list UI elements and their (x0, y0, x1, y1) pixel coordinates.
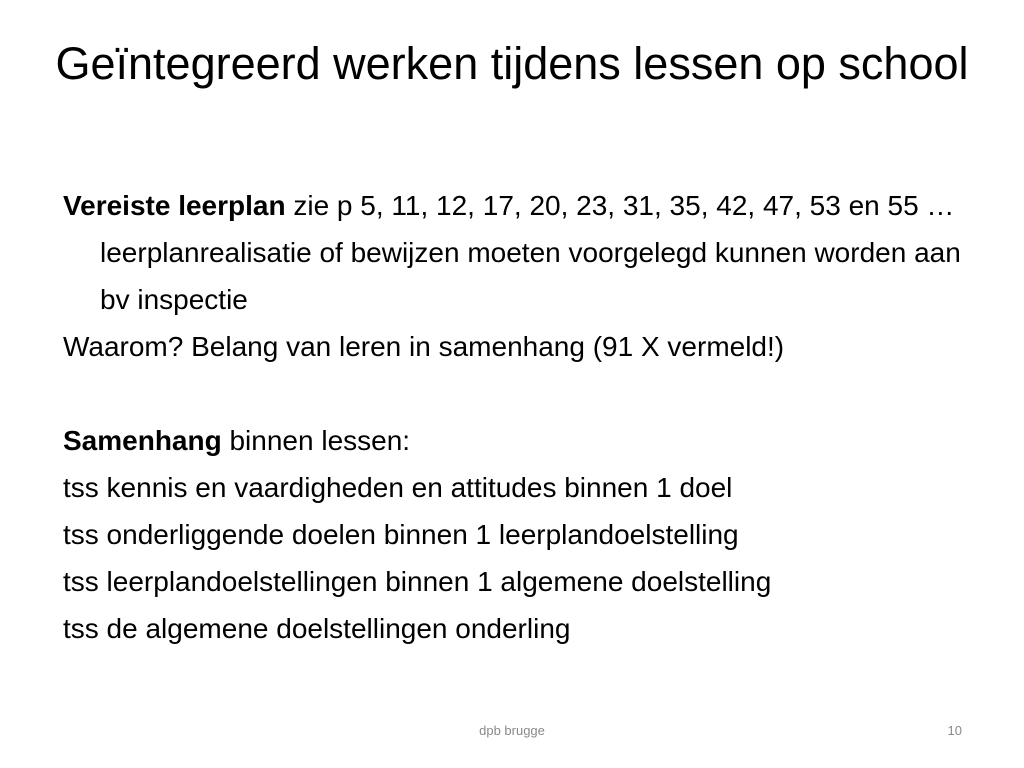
footer-label: dpb brugge (479, 723, 545, 738)
paragraph-bold-label: Samenhang (63, 425, 222, 456)
paragraph-text: tss onderliggende doelen binnen 1 leerplandoelstelling (63, 519, 739, 550)
paragraph-text: binnen lessen: (221, 425, 411, 456)
slide-body (63, 182, 983, 652)
paragraph-item-3 (63, 558, 983, 605)
paragraph-text: tss kennis en vaardigheden en attitudes binnen 1 doel (63, 472, 733, 503)
paragraph-text: Waarom? Belang van leren in samenhang (91 X vermeld!) (63, 331, 785, 362)
paragraph-waarom (63, 323, 983, 370)
paragraph-item-2 (63, 511, 983, 558)
slide-title: Geïntegreerd werken tijdens lessen op school (55, 38, 969, 89)
blank-line (63, 370, 983, 417)
page-number: 10 (947, 723, 962, 738)
paragraph-item-4 (63, 605, 983, 652)
paragraph-text: tss de algemene doelstellingen onderling (63, 613, 571, 644)
paragraph-text: zie p 5, 11, 12, 17, 20, 23, 31, 35, 42, 47, 53 en 55 … leerplanrealisatie of bewijzen moeten voorgelegd kunnen worden aan bv inspectie (100, 190, 961, 315)
paragraph-samenhang (63, 417, 983, 464)
paragraph-text: tss leerplandoelstellingen binnen 1 algemene doelstelling (63, 566, 772, 597)
paragraph-leerplan (63, 182, 983, 323)
paragraph-bold-label: Vereiste leerplan (63, 190, 286, 221)
paragraph-item-1 (63, 464, 983, 511)
